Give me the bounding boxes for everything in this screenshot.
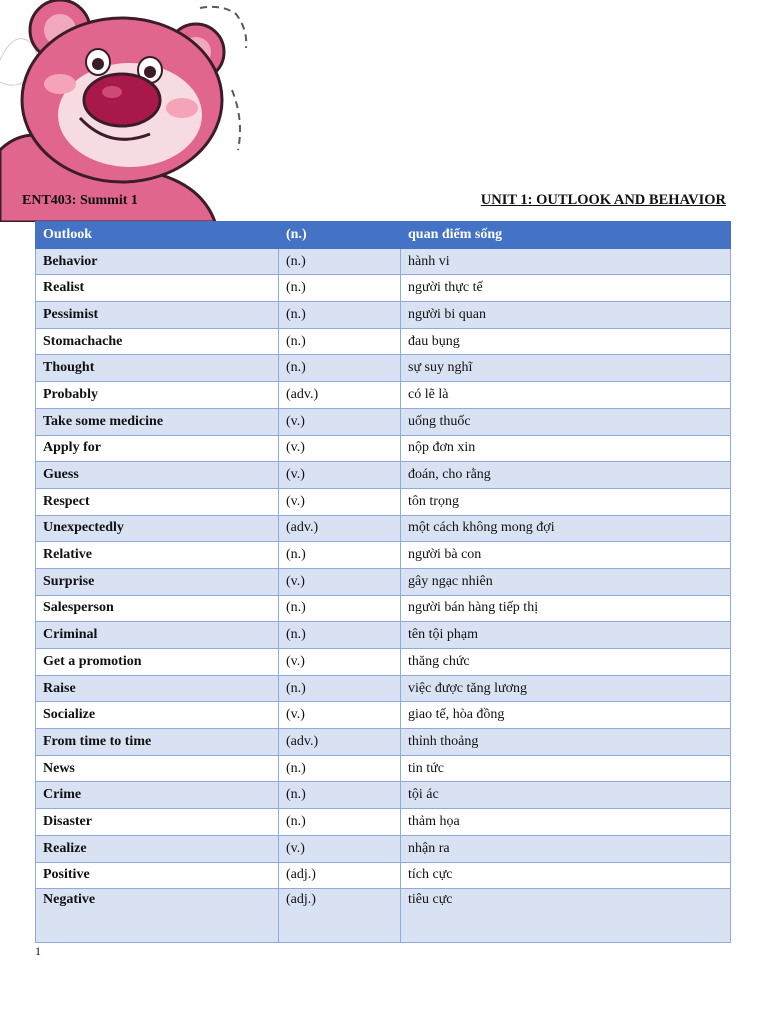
pos-cell: (v.) <box>279 435 401 462</box>
meaning-cell: tội ác <box>401 782 731 809</box>
pos-cell: (v.) <box>279 408 401 435</box>
word-cell: Raise <box>36 675 279 702</box>
word-cell: Realize <box>36 835 279 862</box>
word-cell: Criminal <box>36 622 279 649</box>
word-cell: Stomachache <box>36 328 279 355</box>
meaning-cell: người bà con <box>401 542 731 569</box>
table-row <box>36 515 731 542</box>
table-row <box>36 435 731 462</box>
table-header-row <box>36 222 731 249</box>
meaning-cell: tin tức <box>401 755 731 782</box>
table-row <box>36 862 731 889</box>
pos-cell: (adj.) <box>279 862 401 889</box>
meaning-cell: người bán hàng tiếp thị <box>401 595 731 622</box>
table-row <box>36 675 731 702</box>
meaning-cell: người thực tế <box>401 275 731 302</box>
table-row <box>36 595 731 622</box>
word-cell: Unexpectedly <box>36 515 279 542</box>
table-row <box>36 408 731 435</box>
meaning-cell: việc được tăng lương <box>401 675 731 702</box>
pos-cell: (n.) <box>279 782 401 809</box>
word-cell: Thought <box>36 355 279 382</box>
meaning-cell: một cách không mong đợi <box>401 515 731 542</box>
table-row <box>36 302 731 329</box>
meaning-cell: có lẽ là <box>401 382 731 409</box>
pink-bear-illustration <box>0 0 260 222</box>
pos-cell: (n.) <box>279 675 401 702</box>
pos-cell: (n.) <box>279 622 401 649</box>
meaning-cell: tôn trọng <box>401 488 731 515</box>
meaning-cell: gây ngạc nhiên <box>401 568 731 595</box>
table-row <box>36 622 731 649</box>
table-row <box>36 835 731 862</box>
word-cell: Relative <box>36 542 279 569</box>
table-row <box>36 702 731 729</box>
table-row <box>36 488 731 515</box>
word-cell: Crime <box>36 782 279 809</box>
meaning-cell: thảm họa <box>401 809 731 836</box>
meaning-cell: đoán, cho rằng <box>401 462 731 489</box>
table-row <box>36 328 731 355</box>
table-row <box>36 782 731 809</box>
word-cell: Get a promotion <box>36 649 279 676</box>
word-cell: Apply for <box>36 435 279 462</box>
word-cell: Salesperson <box>36 595 279 622</box>
pos-cell: (n.) <box>279 248 401 275</box>
header-pos: (n.) <box>279 222 401 249</box>
meaning-cell: tích cực <box>401 862 731 889</box>
meaning-cell: thăng chức <box>401 649 731 676</box>
meaning-cell: tiêu cực <box>401 889 731 943</box>
pos-cell: (n.) <box>279 355 401 382</box>
meaning-cell: nộp đơn xin <box>401 435 731 462</box>
table-row <box>36 889 731 943</box>
word-cell: Respect <box>36 488 279 515</box>
pos-cell: (n.) <box>279 595 401 622</box>
word-cell: Surprise <box>36 568 279 595</box>
word-cell: Behavior <box>36 248 279 275</box>
word-cell: From time to time <box>36 729 279 756</box>
meaning-cell: người bi quan <box>401 302 731 329</box>
table-body <box>36 248 731 943</box>
table-row <box>36 568 731 595</box>
table-row <box>36 755 731 782</box>
meaning-cell: thỉnh thoảng <box>401 729 731 756</box>
word-cell: News <box>36 755 279 782</box>
table-row <box>36 355 731 382</box>
word-cell: Take some medicine <box>36 408 279 435</box>
page-number: 1 <box>35 944 41 958</box>
table-row <box>36 382 731 409</box>
pos-cell: (n.) <box>279 302 401 329</box>
table-row <box>36 462 731 489</box>
word-cell: Positive <box>36 862 279 889</box>
pos-cell: (adv.) <box>279 729 401 756</box>
meaning-cell: uống thuốc <box>401 408 731 435</box>
course-code: ENT403: Summit 1 <box>22 193 138 208</box>
header-meaning: quan điểm sống <box>401 222 731 249</box>
meaning-cell: hành vi <box>401 248 731 275</box>
pos-cell: (n.) <box>279 328 401 355</box>
pos-cell: (adv.) <box>279 515 401 542</box>
vocabulary-table <box>35 221 731 943</box>
pos-cell: (v.) <box>279 835 401 862</box>
table-row <box>36 542 731 569</box>
pos-cell: (n.) <box>279 755 401 782</box>
word-cell: Negative <box>36 889 279 943</box>
pos-cell: (v.) <box>279 488 401 515</box>
word-cell: Pessimist <box>36 302 279 329</box>
table-row <box>36 809 731 836</box>
pos-cell: (n.) <box>279 275 401 302</box>
pos-cell: (adj.) <box>279 889 401 943</box>
table-row <box>36 649 731 676</box>
meaning-cell: tên tội phạm <box>401 622 731 649</box>
table-row <box>36 729 731 756</box>
meaning-cell: nhận ra <box>401 835 731 862</box>
meaning-cell: giao tế, hòa đồng <box>401 702 731 729</box>
pos-cell: (v.) <box>279 649 401 676</box>
word-cell: Socialize <box>36 702 279 729</box>
pos-cell: (v.) <box>279 462 401 489</box>
header-word: Outlook <box>36 222 279 249</box>
meaning-cell: sự suy nghĩ <box>401 355 731 382</box>
pos-cell: (n.) <box>279 809 401 836</box>
word-cell: Guess <box>36 462 279 489</box>
table-row <box>36 275 731 302</box>
pos-cell: (adv.) <box>279 382 401 409</box>
table-row <box>36 248 731 275</box>
pos-cell: (v.) <box>279 568 401 595</box>
word-cell: Probably <box>36 382 279 409</box>
unit-title: UNIT 1: OUTLOOK AND BEHAVIOR <box>480 192 726 208</box>
pos-cell: (n.) <box>279 542 401 569</box>
pos-cell: (v.) <box>279 702 401 729</box>
word-cell: Realist <box>36 275 279 302</box>
word-cell: Disaster <box>36 809 279 836</box>
meaning-cell: đau bụng <box>401 328 731 355</box>
